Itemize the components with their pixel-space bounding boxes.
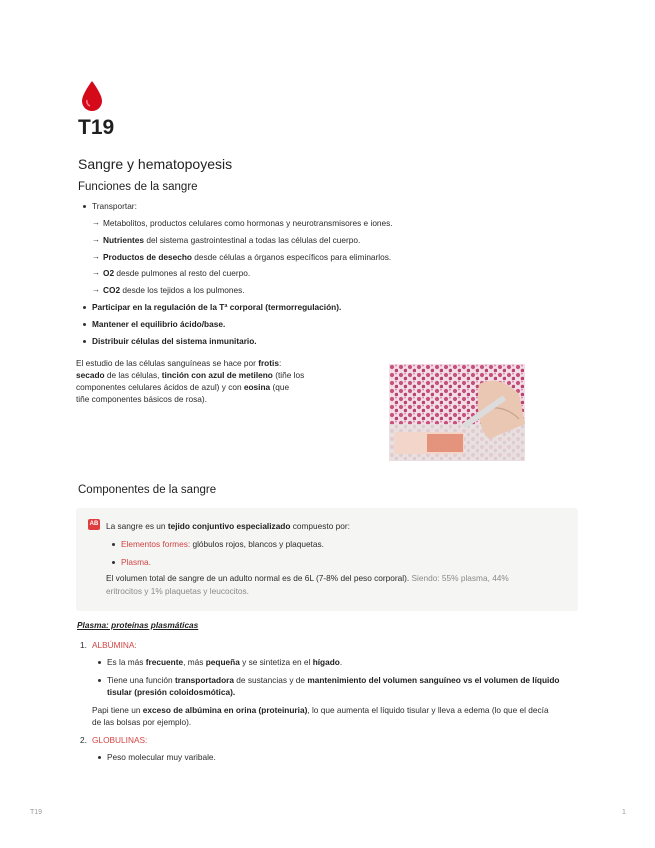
blood-drop-icon: [78, 80, 106, 112]
list-item: → Nutrientes del sistema gastrointestinal a todas las células del cuerpo.: [103, 234, 360, 246]
list-item: Plasma.: [121, 557, 151, 567]
footer-title: T19: [30, 809, 43, 816]
callout-intro: La sangre es un tejido conjuntivo especializado compuesto por:: [106, 521, 350, 531]
callout-volume: El volumen total de sangre de un adulto normal es de 6L (7-8% del peso corporal). Siendo: 55% plasma, 44%: [106, 573, 509, 583]
albumina-label: ALBÚMINA:: [92, 640, 137, 650]
blood-smear-image: [389, 364, 525, 461]
albumina-note: Papi tiene un exceso de albúmina en orina (proteinuria), lo que aumenta el líquido tisular y lleva a edema (lo que el decía: [92, 705, 549, 715]
section-heading: Sangre y hematopoyesis: [78, 156, 233, 172]
page-title: T19: [78, 116, 115, 139]
ab-badge-icon: AB: [88, 519, 100, 530]
list-item: Mantener el equilibrio ácido/base.: [92, 319, 226, 329]
list-item: Peso molecular muy varibale.: [107, 752, 216, 762]
plasma-subtitle: Plasma: proteínas plasmáticas: [77, 620, 199, 630]
list-item: Tiene una función transportadora de sustancias y de mantenimiento del volumen sanguíneo vs el volumen de líquido: [107, 675, 560, 685]
list-item: Transportar:: [92, 201, 137, 211]
smear-paragraph: El estudio de las células sanguíneas se hace por frotis: secado de las células, tinción con azul de metileno (tiñe los componentes celulares ácidos de azul) y con eosina (que tiñe componentes básicos de rosa).: [76, 358, 305, 404]
list-item: → CO2 desde los tejidos a los pulmones.: [103, 284, 245, 296]
list-item: → Productos de desecho desde células a órganos específicos para eliminarlos.: [103, 251, 391, 263]
section-heading: Componentes de la sangre: [78, 484, 217, 496]
globulinas-label: GLOBULINAS:: [92, 735, 148, 745]
callout-volume-cont: eritrocitos y 1% plaquetas y leucocitos.: [106, 586, 249, 596]
list-item: → Metabolitos, productos celulares como hormonas y neurotransmisores e iones.: [103, 217, 393, 229]
list-number: 1.: [80, 640, 87, 650]
albumina-note-cont: de las bolsas por ejemplo).: [92, 717, 192, 727]
list-item: Elementos formes: glóbulos rojos, blancos y plaquetas.: [121, 539, 324, 549]
list-item: → O2 desde pulmones al resto del cuerpo.: [103, 267, 250, 279]
list-number: 2.: [80, 735, 87, 745]
subsection-heading: Funciones de la sangre: [78, 181, 198, 193]
list-item: Participar en la regulación de la Tª corporal (termorregulación).: [92, 302, 342, 312]
list-item: Distribuir células del sistema inmunitario.: [92, 336, 257, 346]
list-item: Es la más frecuente, más pequeña y se sintetiza en el hígado.: [107, 657, 343, 667]
list-item-cont: tisular (presión coloidosmótica).: [107, 687, 236, 697]
page-number: 1: [622, 809, 626, 816]
